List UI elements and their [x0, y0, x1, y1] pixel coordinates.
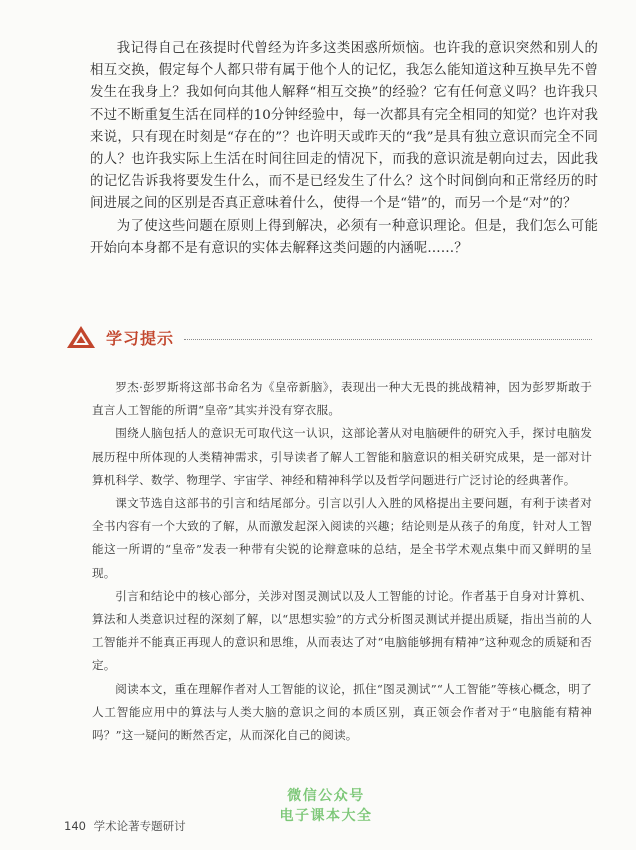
main-text-block	[90, 38, 598, 260]
tips-paragraph-1: 罗杰·彭罗斯将这部书命名为《皇帝新脑》，表现出一种大无畏的挑战精神，因为彭罗斯敢于直言人工智能的所谓“皇帝”其实并没有穿衣服。	[92, 380, 592, 418]
study-tips-header	[66, 325, 596, 351]
tips-paragraph-2: 围绕人脑包括人的意识无可取代这一认识，这部论著从对电脑硬件的研究入手，探讨电脑发展历程中所体现的人类精神需求，引导读者了解人工智能和脑意识的相关研究成果，是一部对计算机科学、数学、物理学、宇宙学、神经和精神科学以及哲学问题进行广泛讨论的经典著作。	[92, 426, 592, 487]
tips-paragraph-4: 引言和结论中的核心部分，关涉对图灵测试以及人工智能的讨论。作者基于自身对计算机、算法和人类意识过程的深刻了解，以“思想实验”的方式分析图灵测试并提出质疑，指出当前的人工智能并不能真正再现人的意识和思维，从而表达了对“电脑能够拥有精神”这种观念的质疑和否定。	[92, 588, 592, 673]
triangle-logo-icon	[66, 325, 96, 349]
main-paragraph-2: 为了使这些问题在原则上得到解决，必须有一种意识理论。但是，我们怎么可能开始向本身都不是有意识的实体去解释这类问题的内涵呢……？	[90, 218, 598, 256]
page-number: 140	[64, 819, 86, 833]
watermark	[256, 786, 396, 826]
watermark-line-1: 微信公众号	[287, 788, 365, 804]
footer-label: 学术论著专题研讨	[93, 819, 186, 833]
section-title: 学习提示	[106, 329, 175, 348]
main-paragraph-1: 我记得自己在孩提时代曾经为许多这类困惑所烦恼。也许我的意识突然和别人的相互交换，假定每个人都只带有属于他个人的记忆，我怎么能知道这种互换早先不曾发生在我身上？我如何向其他人解释“相互交换”的经验？它有任何意义吗？也许我只不过不断重复生活在同样的10分钟经验中，每一次都具有完全相同的知觉？也许对我来说，只有现在时刻是“存在的”？也许明天或昨天的“我”是具有独立意识而完全不同的人？也许我实际上生活在时间往回走的情况下，而我的意识流是朝向过去，因此我的记忆告诉我将要发生什么，而不是已经发生了什么？这个时间倒向和正常经历的时间进展之间的区别是否真正意味着什么，使得一个是“错”的，而另一个是“对”的？	[90, 41, 598, 212]
tips-paragraph-3: 课文节选自这部书的引言和结尾部分。引言以引人入胜的风格提出主要问题，有利于读者对全书内容有一个大致的了解，从而激发起深入阅读的兴趣；结论则是从孩子的角度，针对人工智能这一所谓的“皇帝”发表一种带有尖锐的论辩意味的总结，是全书学术观点集中而又鲜明的呈现。	[92, 496, 592, 580]
dotted-divider	[184, 339, 592, 340]
tips-paragraph-5: 阅读本文，重在理解作者对人工智能的议论，抓住“图灵测试”“人工智能”等核心概念，明了人工智能应用中的算法与人类大脑的意识之间的本质区别，真正领会作者对于“电脑能有精神吗？”这一疑问的断然否定，从而深化自己的阅读。	[92, 681, 592, 743]
watermark-line-2: 电子课本大全	[279, 808, 373, 824]
study-tips-text	[92, 376, 592, 747]
page-footer	[64, 818, 186, 834]
